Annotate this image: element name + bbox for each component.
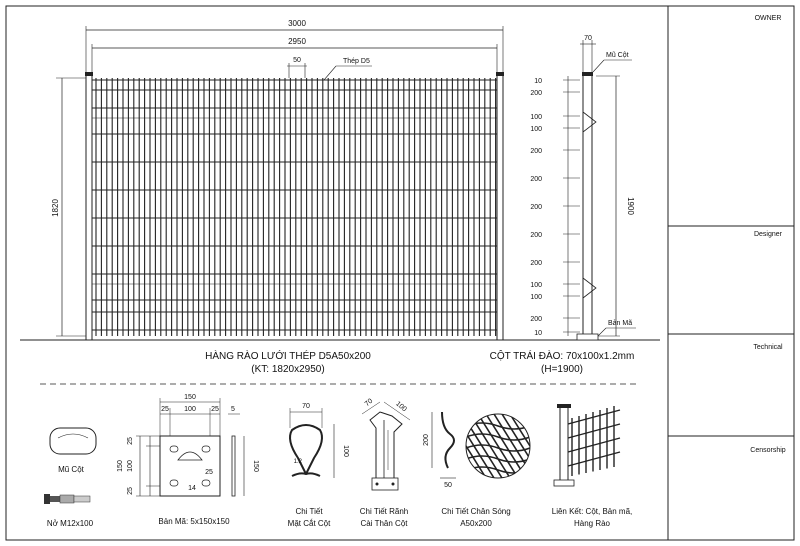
dim-panel-width: 2950 (288, 37, 306, 46)
dim-post-height: 1900 (626, 197, 635, 215)
connection-mesh-rail (568, 410, 620, 424)
dim-bar-spacing: 50 (293, 57, 301, 64)
connection-label-2: Hàng Rào (573, 519, 611, 528)
baseplate-label: Bản Mã: 5x150x150 (158, 517, 230, 526)
post-subtitle: (H=1900) (541, 364, 583, 375)
post-spacing-value: 200 (530, 260, 542, 267)
groove-label-1: Chi Tiết Rãnh (359, 507, 409, 516)
section-label-1: Chi Tiết (295, 507, 323, 516)
baseplate-left-part-2: 100 (127, 460, 134, 472)
groove-dim-b: 100 (394, 400, 408, 414)
groove-post-shape (370, 412, 402, 484)
post-spacing-value: 200 (530, 90, 542, 97)
title-block-technical: Technical (753, 344, 783, 351)
sheet-border (6, 6, 794, 540)
post-spacing-value: 200 (530, 316, 542, 323)
section-width: 70 (302, 403, 310, 410)
section-thickness: 1.2 (293, 459, 302, 465)
post-spacing-value: 200 (530, 232, 542, 239)
post-spacing-value: 200 (530, 204, 542, 211)
dim-overall-width: 3000 (288, 19, 306, 28)
title-block-designer: Designer (753, 231, 783, 238)
baseplate-slot: 25 (205, 469, 213, 476)
baseplate-left-part-1: 25 (127, 437, 134, 445)
connection-label-1: Liên Kết: Cột, Bản mã, (551, 507, 633, 516)
bolt-label: Nở M12x100 (46, 519, 94, 528)
fence-subtitle: (KT: 1820x2950) (251, 364, 325, 375)
title-block-owner: OWNER (754, 15, 782, 22)
baseplate-side (232, 436, 235, 496)
detail-baseplate (117, 394, 259, 526)
cap-shape (50, 428, 96, 454)
baseplate-top-part-2: 100 (184, 406, 196, 413)
baseplate-top-part-1: 25 (161, 406, 169, 413)
post-spacing-value: 200 (530, 148, 542, 155)
detail-wave (423, 412, 566, 528)
dim-fence-height: 1820 (51, 199, 60, 217)
title-block-censorship: Censorship (750, 447, 786, 454)
post-spacing-value: 10 (534, 330, 542, 337)
post-body (583, 74, 592, 340)
detail-cap (50, 428, 96, 474)
mesh-zoom-wire (430, 414, 470, 478)
wave-height: 200 (423, 434, 430, 446)
fence-title: HÀNG RÀO LƯỚI THÉP D5A50x200 (205, 351, 371, 362)
wave-label-2: A50x200 (460, 519, 492, 528)
section-profile (290, 425, 322, 474)
section-label-2: Mặt Cắt Cột (287, 519, 331, 528)
post-spacing-value: 10 (534, 78, 542, 85)
post-title: CỘT TRÁI ĐÀO: 70x100x1.2mm (489, 351, 635, 362)
detail-connection (552, 404, 633, 528)
title-block (668, 6, 794, 540)
groove-label-2: Cài Thân Cột (360, 519, 408, 528)
post-spacing-value: 100 (530, 114, 542, 121)
fence-elevation (20, 19, 660, 375)
baseplate-left-part-3: 25 (127, 487, 134, 495)
post-spacing-value: 200 (530, 176, 542, 183)
baseplate-hole: 14 (188, 485, 196, 492)
connection-mesh-rail (568, 452, 620, 466)
cap-label: Mũ Cột (58, 465, 84, 474)
wave-label-1: Chi Tiết Chân Sóng (441, 507, 511, 516)
fence-post-left (86, 74, 92, 340)
baseplate-right-total: 150 (252, 460, 259, 472)
post-cap-label: Mũ Cột (606, 52, 629, 59)
section-depth: 100 (342, 445, 349, 457)
baseplate-top-total: 150 (184, 394, 196, 401)
baseplate-thickness: 5 (231, 406, 235, 413)
detail-bolt (44, 494, 94, 528)
dim-post-width: 70 (584, 35, 592, 42)
post-elevation (490, 35, 636, 375)
post-spacing-value: 100 (530, 294, 542, 301)
detail-groove (360, 398, 410, 528)
baseplate-top-part-3: 25 (211, 406, 219, 413)
wave-profile (442, 412, 454, 468)
baseplate-left-total: 150 (117, 460, 124, 472)
fence-post-right (497, 74, 503, 340)
wave-width: 50 (444, 482, 452, 489)
post-spacing-chain (530, 76, 580, 337)
connection-mesh-rail (568, 438, 620, 452)
connection-mesh-rail (568, 424, 620, 438)
connection-post (560, 406, 568, 482)
groove-dim-a: 70 (363, 397, 375, 409)
wire-label: Thép D5 (343, 58, 370, 65)
post-spacing-value: 100 (530, 126, 542, 133)
post-base-label: Bản Mã (608, 320, 633, 327)
mesh-panel (92, 78, 497, 336)
post-spacing-value: 100 (530, 282, 542, 289)
detail-section (288, 403, 349, 528)
